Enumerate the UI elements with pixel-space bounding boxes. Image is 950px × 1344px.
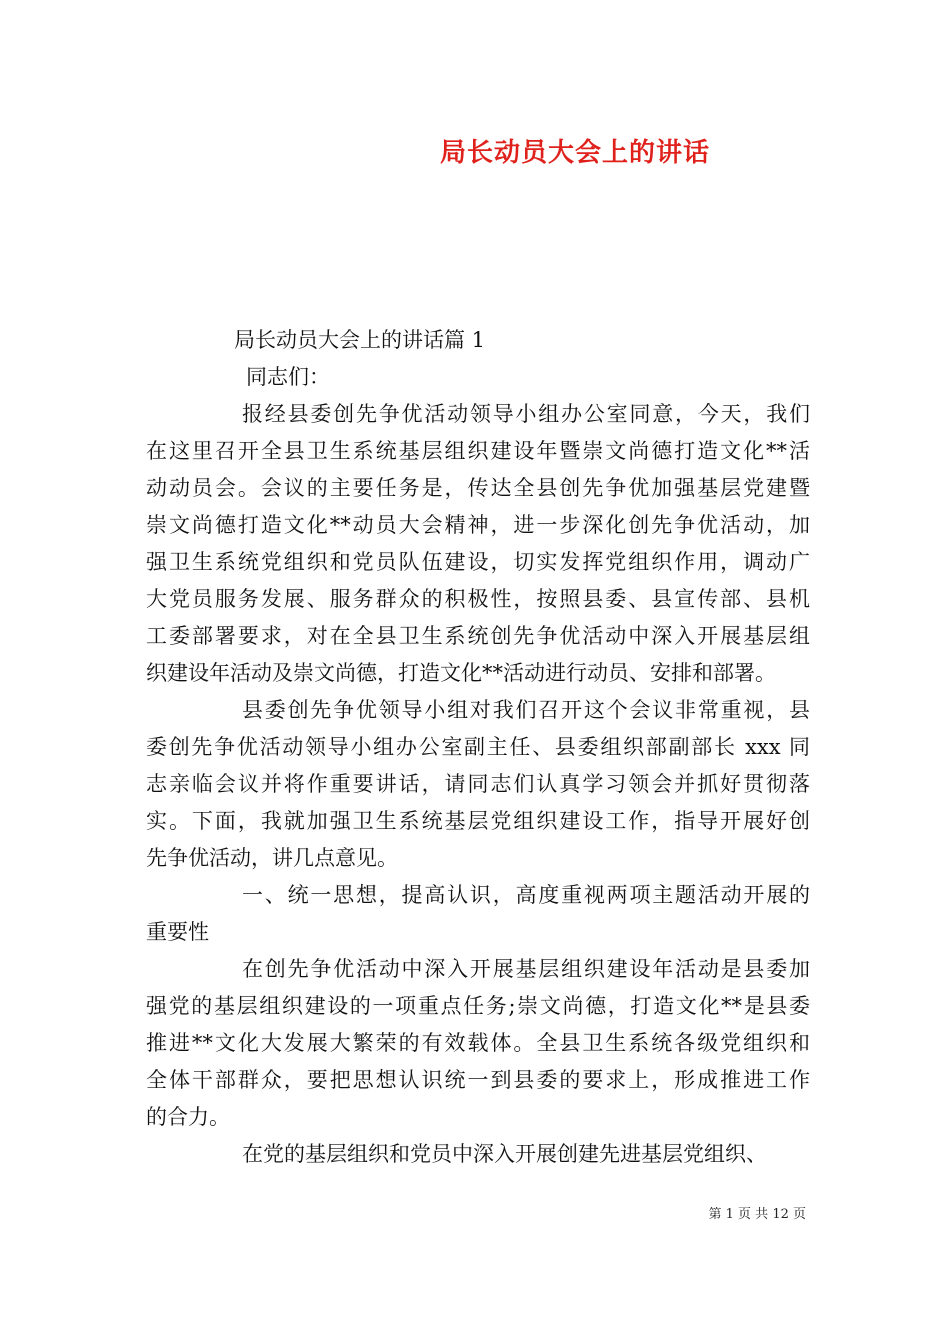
- body-line: 先争优活动，讲几点意见。: [146, 846, 398, 870]
- document-subtitle: 局长动员大会上的讲话篇 1: [234, 328, 486, 352]
- body-line: 强党的基层组织建设的一项重点任务;崇文尚德，打造文化**是县委: [146, 994, 810, 1018]
- body-line: 实。下面，我就加强卫生系统基层党组织建设工作，指导开展好创: [146, 809, 810, 833]
- body-line: 动动员会。会议的主要任务是，传达全县创先争优加强基层党建暨: [146, 476, 810, 500]
- body-line: 大党员服务发展、服务群众的积极性，按照县委、县宣传部、县机: [146, 587, 810, 611]
- body-line: 崇文尚德打造文化**动员大会精神，进一步深化创先争优活动，加: [146, 513, 810, 537]
- body-line: 推进**文化大发展大繁荣的有效载体。全县卫生系统各级党组织和: [146, 1031, 810, 1055]
- section-heading-line: 重要性: [146, 920, 209, 944]
- body-line: 委创先争优活动领导小组办公室副主任、县委组织部副部长 xxx 同: [146, 735, 810, 759]
- document-body: [146, 322, 810, 1173]
- document-title: 局长动员大会上的讲话: [439, 138, 710, 168]
- page-number: 第 1 页 共 12 页: [708, 1207, 806, 1222]
- body-line: 志亲临会议并将作重要讲话，请同志们认真学习领会并抓好贯彻落: [146, 772, 810, 796]
- body-line: 强卫生系统党组织和党员队伍建设，切实发挥党组织作用，调动广: [146, 550, 810, 574]
- body-line: 在创先争优活动中深入开展基层组织建设年活动是县委加: [242, 957, 810, 981]
- section-heading-line: 一、统一思想，提高认识，高度重视两项主题活动开展的: [242, 883, 810, 907]
- body-line: 的合力。: [146, 1105, 230, 1129]
- body-line: 在这里召开全县卫生系统基层组织建设年暨崇文尚德打造文化**活: [146, 439, 810, 463]
- salutation: 同志们：: [246, 365, 330, 389]
- body-line: 织建设年活动及崇文尚德，打造文化**活动进行动员、安排和部署。: [146, 661, 776, 685]
- body-line: 在党的基层组织和党员中深入开展创建先进基层党组织、: [242, 1142, 767, 1166]
- body-line: 报经县委创先争优活动领导小组办公室同意，今天，我们: [242, 402, 810, 426]
- body-line: 工委部署要求，对在全县卫生系统创先争优活动中深入开展基层组: [146, 624, 810, 648]
- body-line: 县委创先争优领导小组对我们召开这个会议非常重视，县: [242, 698, 810, 722]
- body-line: 全体干部群众，要把思想认识统一到县委的要求上，形成推进工作: [146, 1068, 810, 1092]
